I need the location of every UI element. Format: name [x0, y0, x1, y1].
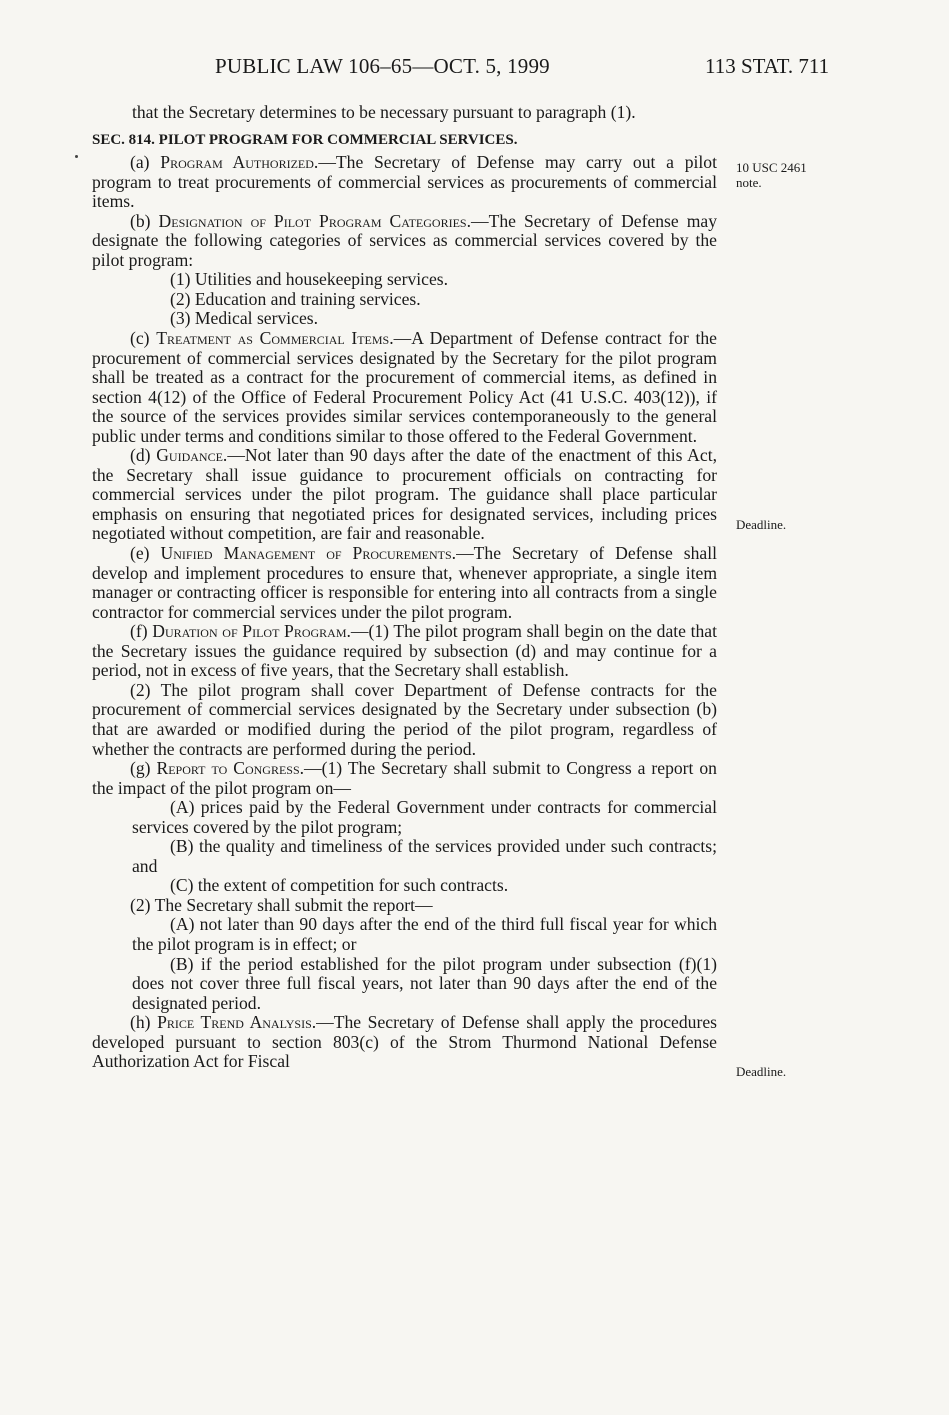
subsection-d-text: —Not later than 90 days after the date of the enactment of this Act, the Secretary shall issue guidance to procurement officials on contracting for commercial services under the pilot program. The guidance shall place particular emphasis on ensuring that negotiated prices for designated services, including prices negotiated without competition, are fair and reasonable.: [92, 445, 717, 544]
subsection-c-text: —A Department of Defense contract for the procurement of commercial services designated by the Secretary for the pilot program shall be treated as a contract for the procurement of commercial items, as defined in section 4(12) of the Office of Federal Procurement Policy Act (41 U.S.C. 403(12)), if the source of the services provides similar services contemporaneously to the general public under terms and conditions similar to those offered to the Federal Government.: [92, 328, 717, 446]
subsection-g: [92, 759, 717, 798]
subsection-h-label: (h): [130, 1012, 158, 1033]
subsection-d-label: (d): [130, 445, 157, 466]
subsection-b-text: —The Secretary of Defense may designate the following categories of services as commercial services covered by the pilot program:: [92, 210, 718, 270]
subsection-b: [92, 212, 717, 271]
subsection-e: [92, 544, 717, 622]
subsection-h-heading: Price Trend Analysis.: [157, 1012, 317, 1033]
list-item: (A) prices paid by the Federal Government under contracts for commercial services covered by the pilot program;: [132, 797, 717, 837]
margin-usc-note: note.: [736, 175, 762, 190]
subsection-c-label: (c): [130, 328, 157, 349]
subsection-a-heading: Program Authorized.: [160, 152, 319, 173]
section-heading: SEC. 814. PILOT PROGRAM FOR COMMERCIAL SERVICES.: [92, 131, 518, 148]
subsection-g-2: (2) The Secretary shall submit the report—: [130, 894, 433, 915]
subsection-g-label: (g): [130, 758, 157, 779]
list-item: (2) Education and training services.: [170, 288, 421, 309]
margin-note-usc: [736, 160, 807, 190]
subsection-g-text: —(1) The Secretary shall submit to Congress a report on the impact of the pilot program on—: [92, 758, 717, 798]
subsection-c-heading: Treatment as Commercial Items.: [156, 328, 394, 349]
subsection-b-heading: Designation of Pilot Program Categories.: [158, 210, 471, 231]
subsection-f-text: —(1) The pilot program shall begin on the date that the Secretary issues the guidance required by subsection (d) and may continue for a period, not in excess of five years, that the Secretary shall establish.: [92, 621, 717, 681]
subsection-a-text: —The Secretary of Defense may carry out a pilot program to treat procurements of commercial services as procurements of commercial items.: [92, 152, 717, 212]
statute-body: [92, 103, 717, 1072]
speck: [75, 155, 78, 158]
subsection-f: [92, 622, 717, 681]
subsection-b-label: (b): [130, 210, 159, 231]
subsection-e-label: (e): [130, 543, 161, 564]
list-item: (B) the quality and timeliness of the services provided under such contracts; and: [132, 836, 717, 876]
subsection-h-text: —The Secretary of Defense shall apply the procedures developed pursuant to section 803(c) of the Strom Thurmond National Defense Authorization Act for Fiscal: [92, 1012, 717, 1072]
list-item: (A) not later than 90 days after the end of the third full fiscal year for which the pilot program is in effect; or: [132, 914, 717, 954]
subsection-d: [92, 446, 717, 544]
list-item: (B) if the period established for the pilot program under subsection (f)(1) does not cover three full fiscal years, not later than 90 days after the end of the designated period.: [132, 953, 717, 1013]
list-item: (1) Utilities and housekeeping services.: [170, 269, 449, 290]
margin-deadline-2: Deadline.: [736, 1064, 787, 1079]
subsection-a: [92, 153, 717, 212]
margin-deadline-1: Deadline.: [736, 517, 787, 532]
subsection-f-2: (2) The pilot program shall cover Department of Defense contracts for the procurement of commercial services designated by the Secretary under subsection (b) that are awarded or modified during the period of the pilot program, regardless of whether the contracts are performed during the period.: [92, 679, 717, 759]
continued-paragraph: that the Secretary determines to be necessary pursuant to paragraph (1).: [132, 102, 636, 122]
subsection-f-label: (f): [130, 621, 153, 642]
list-item: (C) the extent of competition for such contracts.: [170, 875, 509, 896]
header-stat-page: 113 STAT. 711: [705, 54, 830, 78]
page-header: [0, 54, 949, 84]
subsection-f-heading: Duration of Pilot Program.: [152, 621, 351, 642]
margin-usc: 10 USC 2461: [736, 160, 807, 175]
header-title: PUBLIC LAW 106–65—OCT. 5, 1999: [215, 54, 550, 78]
list-item: (3) Medical services.: [170, 308, 319, 329]
subsection-a-label: (a): [130, 152, 161, 173]
subsection-d-heading: Guidance.: [156, 445, 228, 466]
subsection-h: [92, 1013, 717, 1072]
subsection-c: [92, 329, 717, 446]
subsection-g-heading: Report to Congress.: [156, 758, 305, 779]
subsection-e-heading: Unified Management of Procurements.: [160, 543, 457, 564]
subsection-e-text: —The Secretary of Defense shall develop and implement procedures to ensure that, whenever appropriate, a single item manager or contracting officer is responsible for entering into all contracts from a single contractor for commercial services under the pilot program.: [92, 543, 717, 622]
